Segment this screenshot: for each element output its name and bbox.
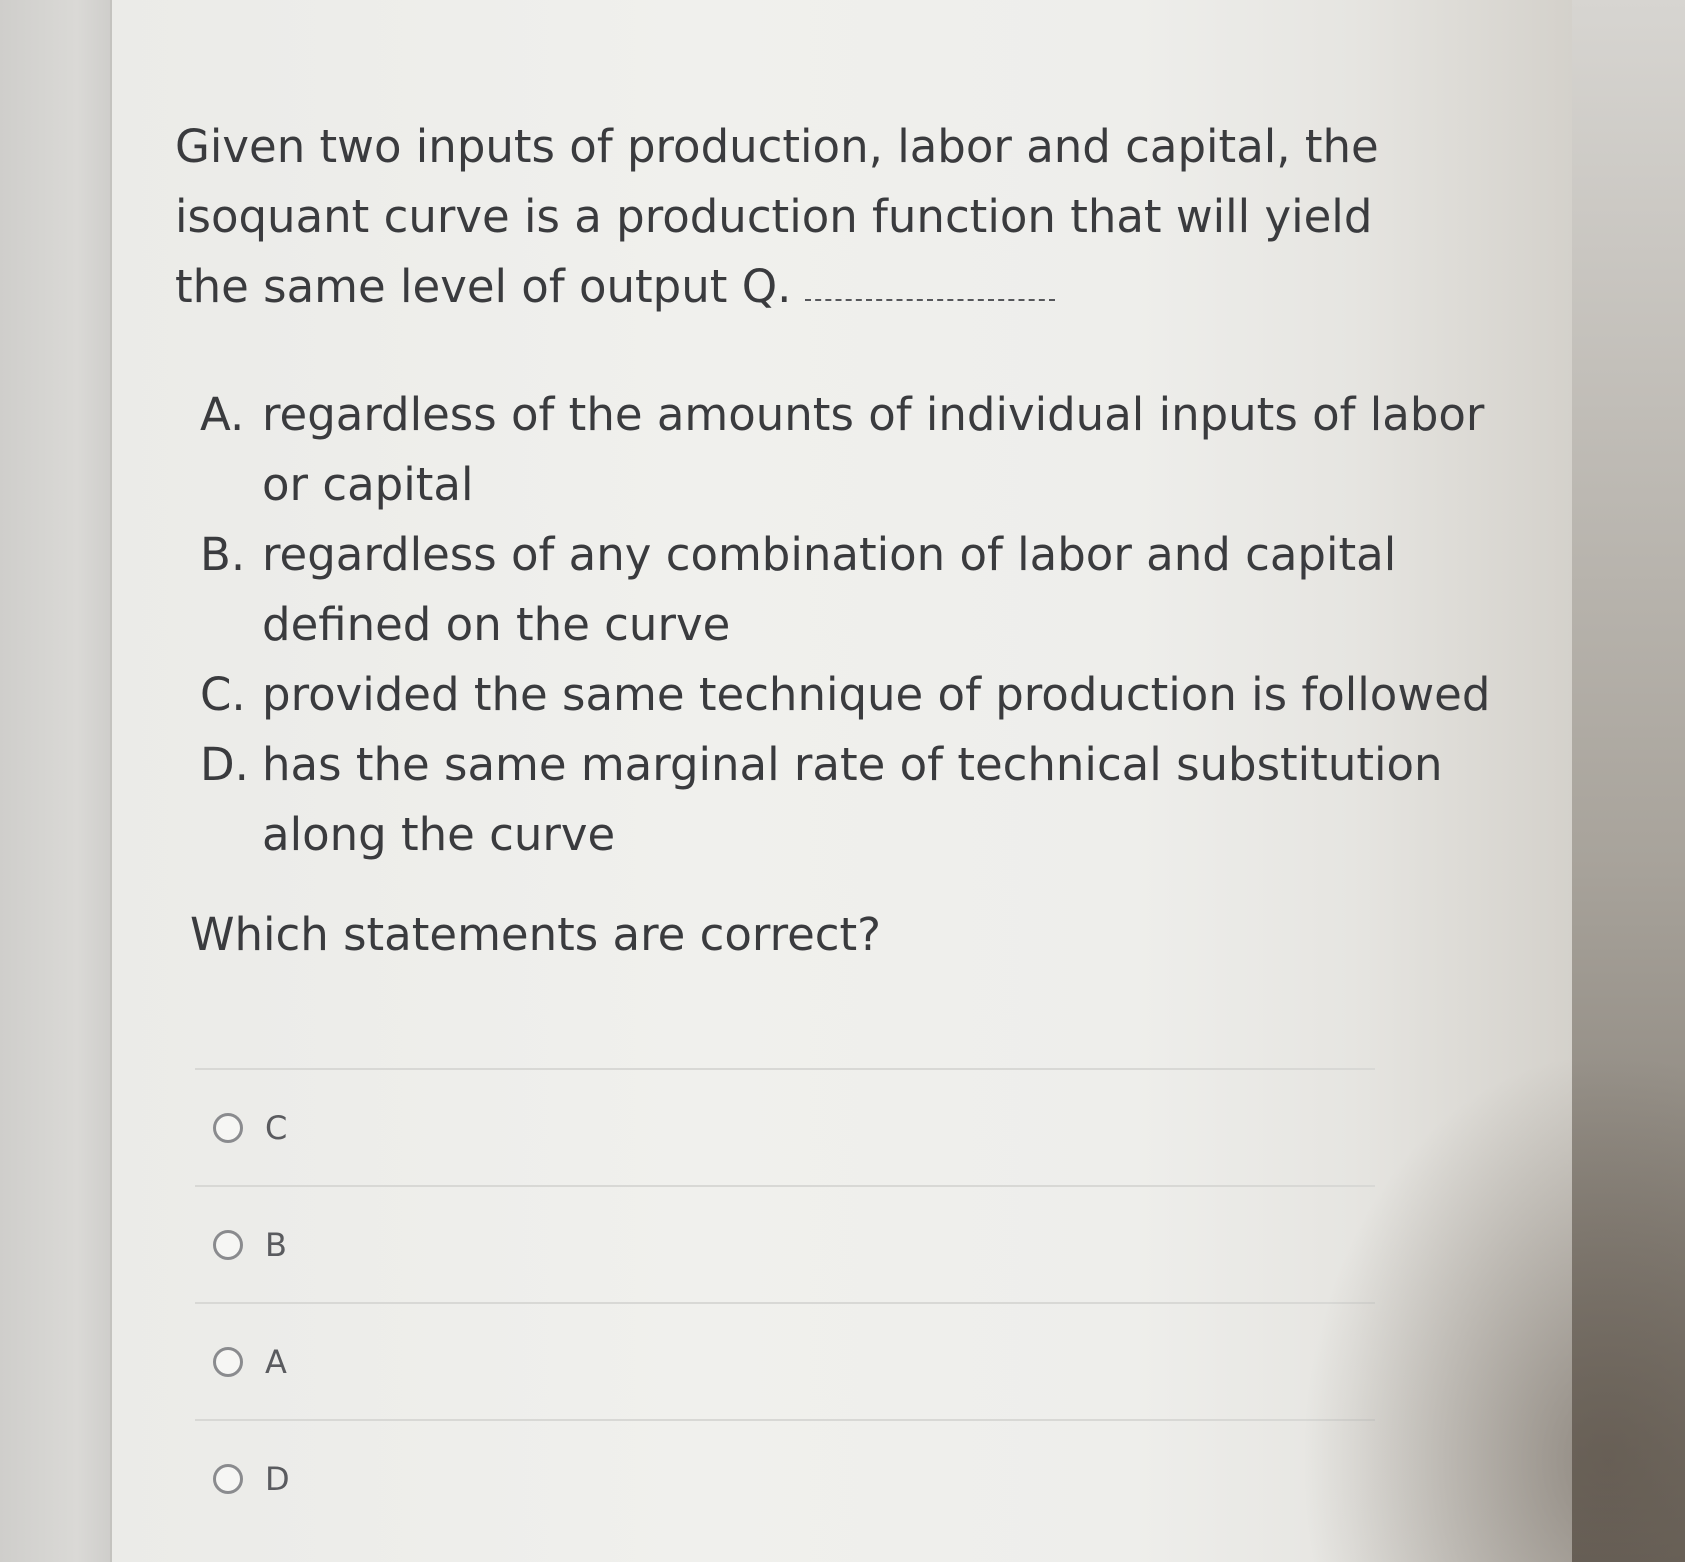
statement-text: regardless of any combination of labor and capital defined on the curve [262, 528, 1397, 651]
answer-label: C [265, 1108, 288, 1147]
statement-text: regardless of the amounts of individual inputs of labor or capital [262, 388, 1485, 511]
statement-letter: B. [200, 528, 246, 581]
statement-item [200, 660, 1500, 730]
statement-list [200, 380, 1500, 870]
statement-text: has the same marginal rate of technical substitution along the curve [262, 738, 1443, 861]
statement-letter: C. [200, 668, 246, 721]
statement-item [200, 520, 1500, 660]
statement-item [200, 730, 1500, 870]
statement-letter: D. [200, 738, 249, 791]
prompt-text: Which statements are correct? [190, 908, 882, 961]
statement-letter: A. [200, 388, 245, 441]
answer-option-d[interactable] [195, 1419, 1375, 1536]
answer-options [195, 1068, 1375, 1536]
answer-option-b[interactable] [195, 1185, 1375, 1302]
statement-text: provided the same technique of production is followed [262, 668, 1491, 721]
question-text [175, 112, 1425, 322]
radio-button[interactable] [213, 1464, 243, 1494]
answer-option-c[interactable] [195, 1068, 1375, 1185]
screen-edge [1572, 0, 1685, 1562]
answer-blank [805, 279, 1055, 301]
answer-label: D [265, 1459, 290, 1498]
answer-option-a[interactable] [195, 1302, 1375, 1419]
answer-label: B [265, 1225, 287, 1264]
radio-button[interactable] [213, 1113, 243, 1143]
answer-label: A [265, 1342, 287, 1381]
left-margin [0, 0, 112, 1562]
statement-item [200, 380, 1500, 520]
radio-button[interactable] [213, 1230, 243, 1260]
question-stem: Given two inputs of production, labor and capital, the isoquant curve is a production function that will yield the same level of output Q. [175, 120, 1379, 313]
radio-button[interactable] [213, 1347, 243, 1377]
